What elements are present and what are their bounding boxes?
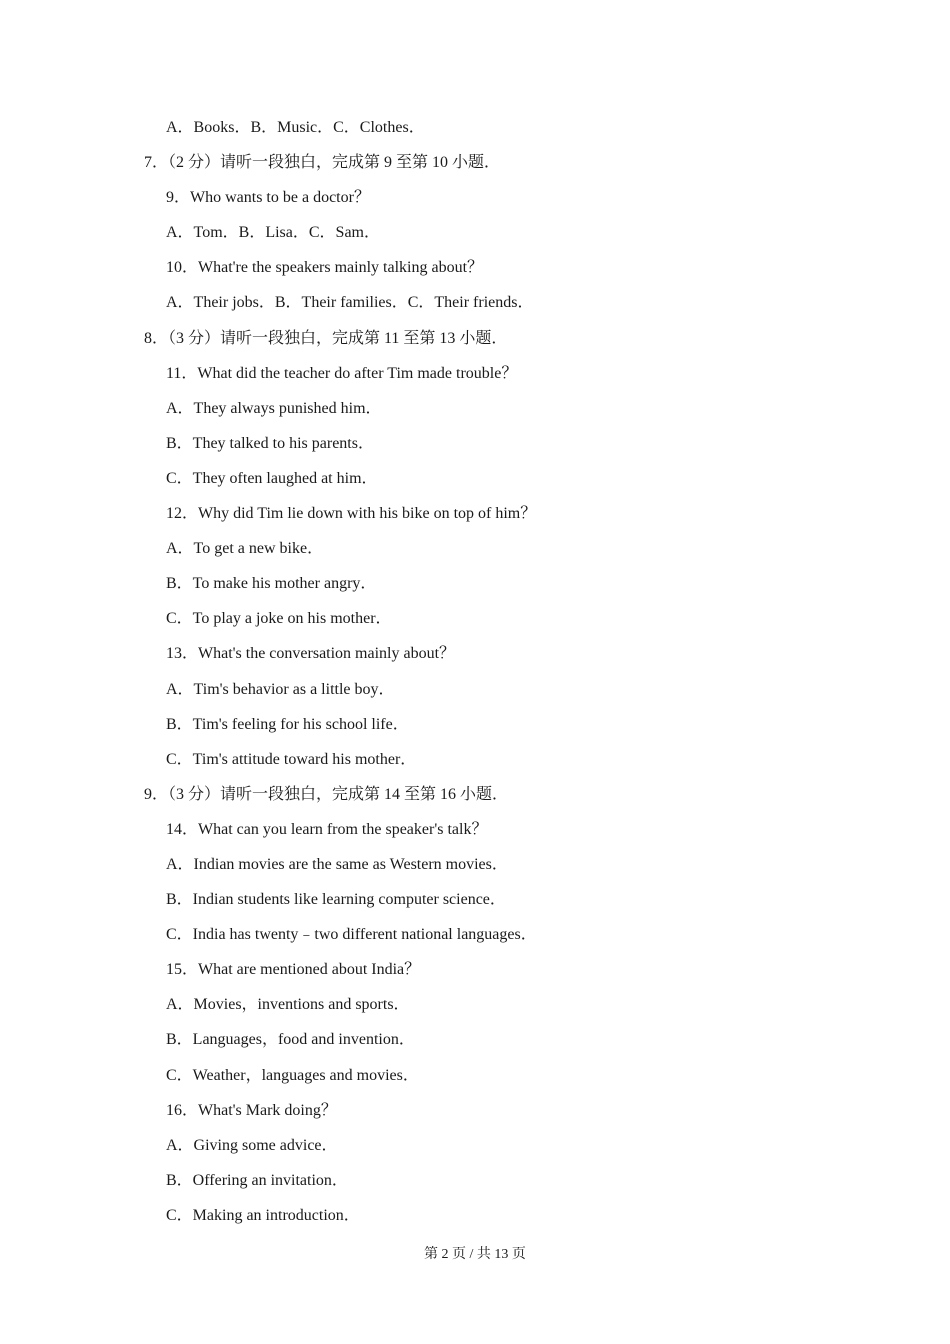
answer-option: A．Tom．B．Lisa．C．Sam． xyxy=(166,224,380,242)
answer-option: B．Indian students like learning computer science． xyxy=(166,891,506,909)
answer-option: A．To get a new bike． xyxy=(166,540,324,558)
answer-option: B．Languages，food and invention． xyxy=(166,1031,415,1049)
sub-question: 13．What's the conversation mainly about？ xyxy=(166,645,456,663)
sub-question: 14．What can you learn from the speaker's talk？ xyxy=(166,820,488,838)
answer-option: C．Making an introduction． xyxy=(166,1206,360,1224)
answer-option: A．Their jobs．B．Their families．C．Their friends． xyxy=(166,294,534,312)
answer-option: A．Books．B．Music．C．Clothes． xyxy=(166,119,425,136)
sub-question: 9．Who wants to be a doctor？ xyxy=(166,189,370,207)
answer-option: A．Movies，inventions and sports． xyxy=(166,996,410,1014)
answer-option: A．They always punished him． xyxy=(166,399,382,417)
answer-option: C．They often laughed at him． xyxy=(166,469,378,487)
answer-option: A．Indian movies are the same as Western movies． xyxy=(166,855,508,873)
answer-option: C．India has twenty﹣two different national languages． xyxy=(166,926,537,944)
sub-question: 16．What's Mark doing？ xyxy=(166,1101,337,1119)
question-heading: 7．（2 分）请听一段独白，完成第 9 至第 10 小题． xyxy=(144,154,501,172)
sub-question: 10．What're the speakers mainly talking about？ xyxy=(166,259,484,277)
sub-question: 12．Why did Tim lie down with his bike on top of him？ xyxy=(166,505,537,523)
answer-option: B．They talked to his parents． xyxy=(166,434,374,452)
answer-option: C．Weather，languages and movies． xyxy=(166,1066,419,1084)
question-list xyxy=(0,110,950,1233)
answer-option: A．Tim's behavior as a little boy． xyxy=(166,680,395,698)
answer-option: B．Tim's feeling for his school life． xyxy=(166,715,409,733)
sub-question: 11．What did the teacher do after Tim made trouble？ xyxy=(166,364,518,382)
sub-question: 15．What are mentioned about India？ xyxy=(166,961,421,979)
question-heading: 9．（3 分）请听一段独白，完成第 14 至第 16 小题． xyxy=(144,785,509,803)
question-heading: 8．（3 分）请听一段独白，完成第 11 至第 13 小题． xyxy=(144,329,508,347)
answer-option: C．To play a joke on his mother． xyxy=(166,610,392,628)
answer-option: C．Tim's attitude toward his mother． xyxy=(166,750,417,768)
answer-option: B．Offering an invitation． xyxy=(166,1171,348,1189)
page-footer: 第 2 页 / 共 13 页 xyxy=(424,1247,526,1262)
answer-option: A．Giving some advice． xyxy=(166,1136,338,1154)
answer-option: B．To make his mother angry． xyxy=(166,575,377,593)
